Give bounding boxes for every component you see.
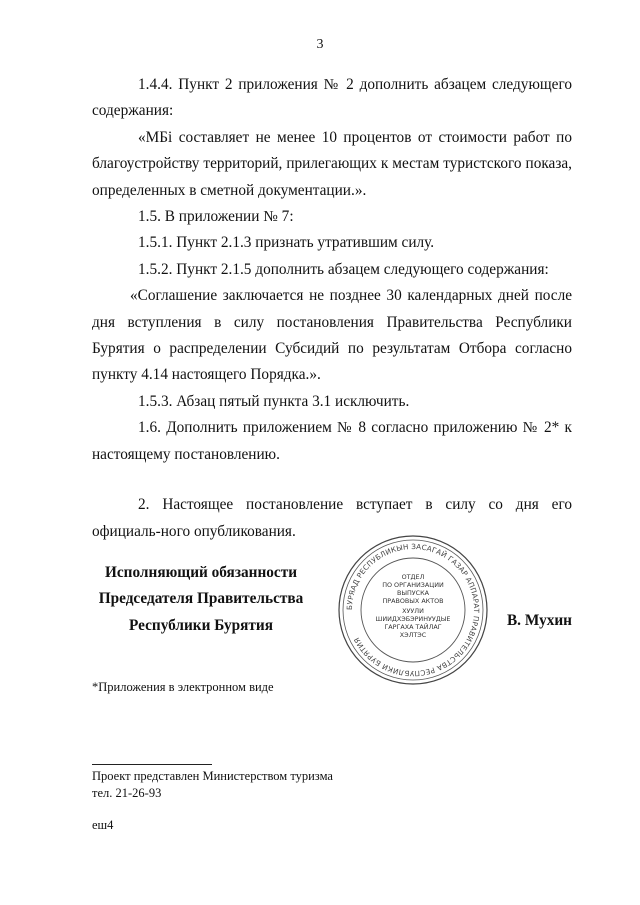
signatory-position-line: Председателя Правительства [98, 590, 304, 608]
seal-inner-line: ГАРГАХА ТАЙЛАГ [384, 623, 442, 631]
seal-inner-line: ХЭЛТЭС [399, 631, 427, 639]
seal-inner-line: ПО ОРГАНИЗАЦИИ [382, 581, 444, 589]
paragraph-1-4-4: 1.4.4. Пункт 2 приложения № 2 дополнить абзацем следующего содержания: [92, 76, 572, 120]
page-number: 3 [316, 37, 324, 52]
paragraph-1-6: 1.6. Дополнить приложением № 8 согласно приложению № 2* к настоящему постановлению. [92, 419, 572, 463]
spacer [92, 468, 572, 492]
paragraph-1-5-3: 1.5.3. Абзац пятый пункта 3.1 исключить. [138, 392, 410, 410]
document-code: еш4 [92, 818, 114, 832]
paragraph-2-effective: 2. Настоящее постановление вступает в силу со дня его официаль-ного опубликования. [92, 496, 572, 540]
seal-inner-line: ВЫПУСКА [396, 589, 430, 597]
footer-divider [92, 764, 212, 765]
seal-inner-line: ХУУЛИ [402, 607, 424, 615]
seal-inner-line: ПРАВОВЫХ АКТОВ [382, 597, 444, 605]
signatory-name: В. Мухин [506, 612, 572, 629]
footer-line: тел. 21-26-93 [92, 786, 162, 800]
seal-outer-text: БУРЯАД РЕСПУБЛИКЫН ЗАСАГАЙ ГАЗАР АППАРАТ ПРАВИТЕЛЬСТВА РЕСПУБЛИКИ БУРЯТИЯ [344, 541, 482, 679]
signatory-position-line: Исполняющий обязанности [104, 564, 298, 581]
document-body [92, 72, 572, 545]
paragraph-1-5: 1.5. В приложении № 7: [138, 208, 294, 226]
signatory-position [92, 560, 310, 639]
paragraph-1-5-1: 1.5.1. Пункт 2.1.3 признать утратившим силу. [138, 234, 435, 252]
paragraph-agreement-quote: «Соглашение заключается не позднее 30 календарных дней после дня вступления в силу постановления Правительства Республики Бурятия о распределении Субсидий по результатам Отбора согласно пункту 4.14 настоящего Порядка.». [92, 287, 572, 384]
seal-inner-line: ОТДЕЛ [401, 573, 425, 581]
paragraph-mbi-quote: «МБi составляет не менее 10 процентов от стоимости работ по благоустройству территорий, прилегающих к местам туристского показа, определенных в сметной документации.». [92, 128, 572, 199]
signatory-position-line: Республики Бурятия [128, 616, 274, 634]
official-seal [336, 534, 490, 686]
attachment-note: *Приложения в электронном виде [92, 680, 274, 694]
footer [92, 768, 333, 802]
seal-inner-line: ШИИДХЭБЭРИНУУДЫЕ [375, 615, 451, 623]
footer-line: Проект представлен Министерством туризма [92, 769, 333, 783]
paragraph-1-5-2: 1.5.2. Пункт 2.1.5 дополнить абзацем следующего содержания: [138, 260, 549, 278]
